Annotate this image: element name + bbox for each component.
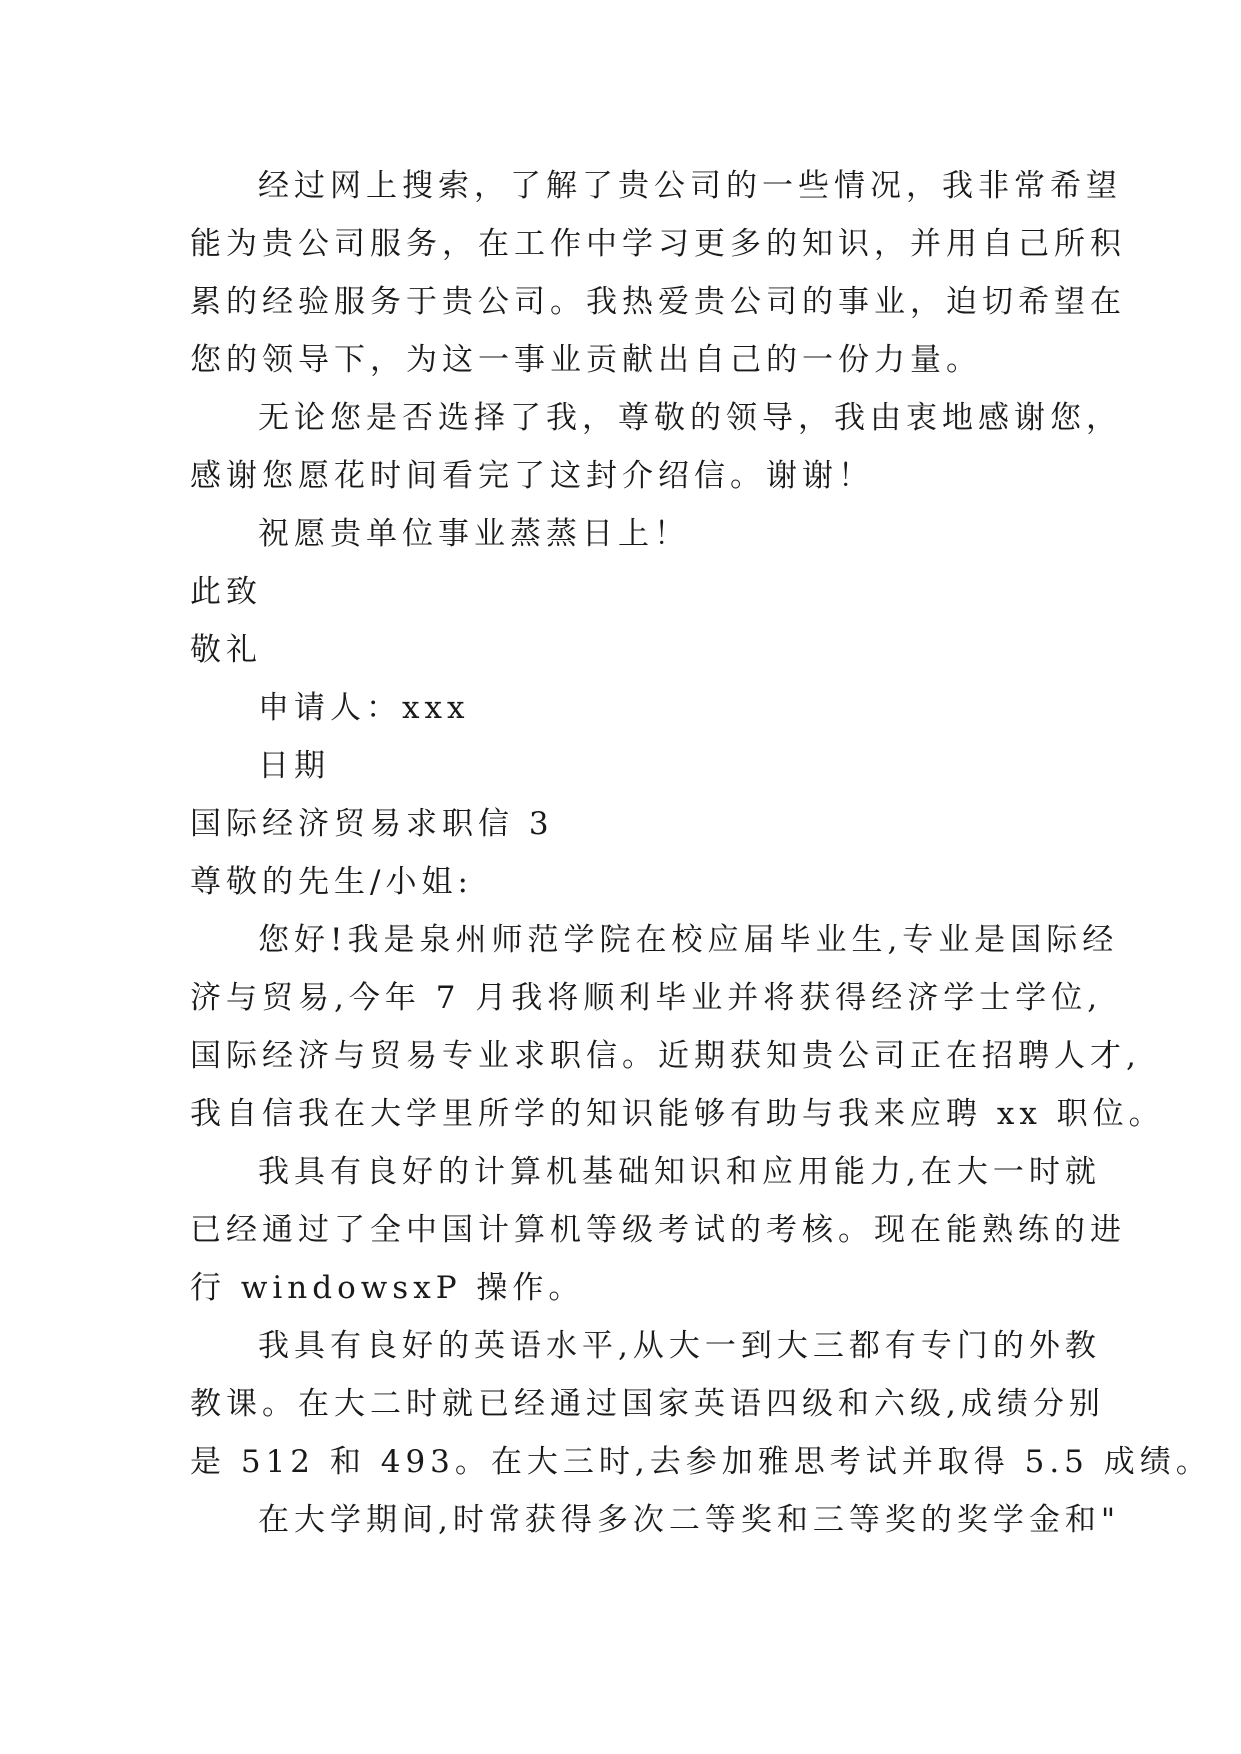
paragraph-line: 能为贵公司服务，在工作中学习更多的知识，并用自己所积 [190,226,1126,262]
paragraph-line: 祝愿贵单位事业蒸蒸日上！ [258,516,690,552]
paragraph-line: 感谢您愿花时间看完了这封介绍信。谢谢！ [190,458,874,494]
signature-applicant: 申请人：xxx [258,690,470,726]
paragraph-line: 我具有良好的计算机基础知识和应用能力,在大一时就 [258,1154,1101,1190]
paragraph-line: 教课。在大二时就已经通过国家英语四级和六级,成绩分别 [190,1386,1105,1422]
paragraph-line: 累的经验服务于贵公司。我热爱贵公司的事业，迫切希望在 [190,284,1126,320]
paragraph-line: 国际经济与贸易专业求职信。近期获知贵公司正在招聘人才, [190,1038,1141,1074]
paragraph-line: 我具有良好的英语水平,从大一到大三都有专门的外教 [258,1328,1101,1364]
paragraph-line: 已经通过了全中国计算机等级考试的考核。现在能熟练的进 [190,1212,1126,1248]
paragraph-line: 行 windowsxP 操作。 [190,1270,585,1306]
paragraph-line: 无论您是否选择了我，尊敬的领导，我由衷地感谢您， [258,400,1122,436]
signature-date: 日期 [258,748,330,784]
paragraph-line: 济与贸易,今年 7 月我将顺利毕业并将获得经济学士学位, [190,980,1103,1016]
paragraph-line: 经过网上搜索，了解了贵公司的一些情况，我非常希望 [258,168,1122,204]
paragraph-line: 在大学期间,时常获得多次二等奖和三等奖的奖学金和" [258,1502,1121,1538]
section-title: 国际经济贸易求职信 3 [190,806,554,842]
paragraph-line: 您的领导下，为这一事业贡献出自己的一份力量。 [190,342,982,378]
paragraph-line: 是 512 和 493。在大三时,去参加雅思考试并取得 5.5 成绩。 [190,1444,1212,1480]
paragraph-line: 您好!我是泉州师范学院在校应届毕业生,专业是国际经 [258,922,1119,958]
closing-salutation: 此致 [190,574,262,610]
paragraph-line: 我自信我在大学里所学的知识能够有助与我来应聘 xx 职位。 [190,1096,1165,1132]
closing-regards: 敬礼 [190,632,262,668]
letter-greeting: 尊敬的先生/小姐: [190,864,473,900]
